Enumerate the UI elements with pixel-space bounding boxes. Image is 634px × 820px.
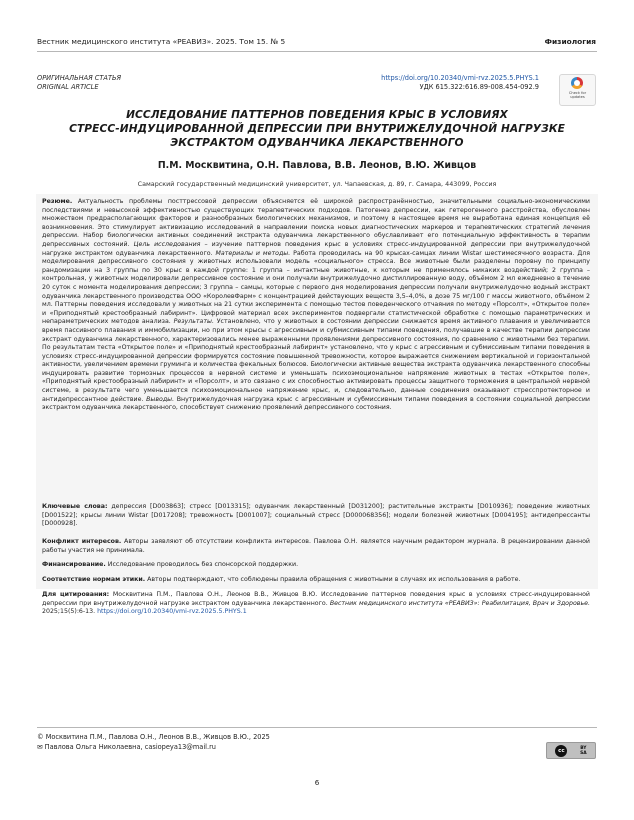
copyright: © Москвитина П.М., Павлова О.Н., Леонов В.В., Живцов В.Ю., 2025 [37, 733, 270, 741]
keywords-text: депрессия [D003863]; стресс [D013315]; одуванчик лекарственный [D031200]; растительные экстракты [D010936]; поведение животных [D001522]; крысы линии Wistar [D017208]; тревожность [D001007]; социальный стресс [D000068356]; модели болезней животных [D004195]; антидепрессанты [D000928]. [42, 503, 590, 528]
funding [42, 561, 590, 570]
conclusions-label: Выводы. [146, 395, 175, 403]
corresponding-name: Павлова Ольга Николаевна, [44, 743, 143, 751]
ethics-label: Соответствие нормам этики. [42, 576, 146, 583]
journal-header: Вестник медицинского института «РЕАВИЗ». 2025. Том 15. № 5 [37, 37, 286, 46]
by-label: BY [580, 745, 587, 751]
sa-label: SA [580, 750, 587, 756]
ethics-text: Авторы подтверждают, что соблюдены правила обращения с животными в случаях их использования в работе. [145, 576, 521, 583]
doi-link[interactable]: https://doi.org/10.20340/vmi-rvz.2025.5.PHYS.1 [381, 74, 539, 82]
article-type-en: ORIGINAL ARTICLE [37, 83, 99, 91]
title-line: СТРЕСС-ИНДУЦИРОВАННОЙ ДЕПРЕССИИ ПРИ ВНУТРИЖЕЛУДОЧНОЙ НАГРУЗКЕ [69, 123, 565, 135]
results-label: Результаты. [173, 318, 214, 326]
article-identifiers [381, 74, 539, 92]
badge-label-2: updates [570, 95, 585, 100]
abstract-text: – изучение паттернов поведения крыс в условиях стресс-индуцированной депрессии при внутрижелудочной нагрузке экстрактом одуванчика лекарственного. [42, 240, 590, 257]
abstract [42, 198, 590, 413]
affiliation: Самарский государственный медицинский университет, ул. Чапаевская, д. 89, г. Самара, 443099, Россия [137, 180, 497, 188]
mail-icon: ✉ [37, 743, 43, 751]
citation-text: Москвитина П.М., Павлова О.Н., Леонов В.В., Живцов В.Ю. Исследование паттернов поведения крыс в условиях стресс-индуцированной депрессии при внутрижелудочной нагрузке экстрактом одуванчика лекарственного. [42, 591, 590, 607]
citation-journal: Вестник медицинского института «РЕАВИЗ»: Реабилитация, Врач и Здоровье. [329, 599, 590, 607]
funding-label: Финансирование. [42, 561, 106, 568]
page-number: 6 [314, 778, 320, 787]
abstract-text: Актуальность проблемы посттрессовой депрессии объясняется её широкой распространённостью, значительными социально-экономическими последствиями и невысокой эффективностью существующих терапевтических подходов. Патогенез депрессии, как гетерогенного расстройства, обусловлен множеством предрасполагающих факторов и разнообразных биологических механизмов, и поэтому в настоящее время не выработана единая концепция её возникновения. Это стимулирует активизацию исследований в направлении поиска новых диагностических маркеров и терапевтических стратегий лечения депрессии. Набор биологически активных соединений экстракта одуванчика лекарственного обуславливает его потенциальную эффективность в терапии депрессивных состояний. [42, 198, 590, 248]
keywords-label: Ключевые слова: [42, 503, 108, 510]
corresponding-author [37, 743, 216, 752]
citation-tail: 2025;15(5):6-13. [42, 608, 98, 616]
article-type [37, 74, 121, 92]
citation [42, 591, 590, 617]
footer-divider [37, 727, 597, 728]
cc-icon: cc [555, 745, 567, 757]
conflict-text: Авторы заявляют об отсутствии конфликта интересов. Павлова О.Н. является научным редактором журнала. В рецензировании данной работы участия не принимала. [42, 538, 590, 554]
conflict-label: Конфликт интересов. [42, 538, 122, 545]
methods-label: Материалы и методы. [215, 249, 291, 257]
abstract-text: Внутрижелудочная нагрузка крыс с агрессивным и субмиссивным типами поведения в состоянии социальной депрессии экстрактом одуванчика лекарственного, способствует снижению проявлений депрессивного состояния. [42, 395, 590, 412]
abstract-text: Установлено, что у животных в состоянии депрессии снижается время активного плавания и увеличивается время пассивного плавания и иммобилизации, но при этом крысы с агрессивным и субмиссивным типами поведения, получавшие в качестве терапии депрессии экстракт одуванчика лекарственного, характеризовались менее выраженными проявлениями депрессивного состояния, по сравнению с животными без терапии. По результатам теста «Открытое поле» и «Приподнятый крестообразный лабиринт» установлено, что у крыс с агрессивным и субмиссивным типами поведения в условиях стресс-индуцированной депрессии формируется состояние повышенной тревожности, которое выражается снижением вертикальной и горизонтальной активности, увеличением времени груминга и количества фекальных болюсов. Биологически активные вещества экстракта одуванчика лекарственного способны индуцировать развитие тормозных процессов в нервной системе и уменьшать психоэмоциональное напряжение животных в тестах «Открытое поле», «Приподнятый крестообразный лабиринт» и «Порсолт», и это связано с их способностью активировать процессы защитного торможения в центральной нервной системе, в результате чего уменьшается психоэмоциональное напряжение крыс, и, следовательно, данные соединения оказывают стресспротекторное и антидепрессантное действие. [42, 318, 590, 403]
citation-label: Для цитирования: [42, 591, 110, 598]
aim-label: Цель исследования [133, 240, 201, 248]
article-type-ru: ОРИГИНАЛЬНАЯ СТАТЬЯ [37, 74, 122, 82]
section-label: Физиология [544, 37, 596, 46]
title-line: ЭКСТРАКТОМ ОДУВАНЧИКА ЛЕКАРСТВЕННОГО [170, 137, 464, 149]
abstract-text: Работа проводилась на 90 крысах-самцах линии Wistar шестимесячного возраста. Для моделирования депрессивного состояния у животных использовали модель «социального» стресса. Все животные были разделены поровну по принципу рандомизации на 3 группы по 30 крыс в каждой группе: 1 группа – интактные животные, к которым не применялось никаких воздействий; 2 группа – контрольная, у животных моделировали депрессивное состояние и они получали внутрижелудочно дистиллированную воду, объёмом 2 мл ежедневно в течение 20 суток с момента моделирования депрессии; 3 группа – самцы, которые с первого дня моделирования депрессии получали внутрижелудочно водный экстракт одуванчика лекарственного производства ООО «КоролевФарм» с концентрацией действующих веществ 3,5–4,0%, в дозе 75 мг/100 г массы животного, объёмом 2 мл. Паттерны поведения исследовали у животных на 21 сутки эксперимента с помощью тестов поведенческого отчаяния по методу «Порсолт», «Открытое поле» и «Приподнятый крестообразный лабиринт». Цифровой материал всех экспериментов подвергали статистической обработке с помощью параметрических и непараметрических методов анализа. [42, 249, 591, 326]
citation-doi-link[interactable]: https://doi.org/10.20340/vmi-rvz.2025.5.PHYS.1 [97, 608, 247, 616]
funding-text: Исследование проводилось без спонсорской поддержки. [105, 561, 299, 568]
abstract-label: Резюме. [42, 198, 73, 205]
title-line: ИССЛЕДОВАНИЕ ПАТТЕРНОВ ПОВЕДЕНИЯ КРЫС В УСЛОВИЯХ [126, 109, 508, 121]
author-list: П.М. Москвитина, О.Н. Павлова, В.В. Леонов, В.Ю. Живцов [157, 160, 477, 171]
header-divider [37, 51, 597, 52]
conflict-of-interest [42, 538, 590, 555]
cc-license-badge[interactable] [546, 742, 596, 759]
author-email[interactable]: casiopeya13@mail.ru [144, 743, 216, 751]
badge-label-1: Check for [568, 91, 587, 95]
udc-code: УДК 615.322:616.89-008.454-092.9 [419, 83, 539, 91]
crossmark-icon [571, 77, 583, 89]
ethics-compliance [42, 576, 590, 585]
check-for-updates-badge[interactable] [559, 74, 596, 106]
article-title [40, 108, 594, 150]
keywords [42, 503, 590, 529]
